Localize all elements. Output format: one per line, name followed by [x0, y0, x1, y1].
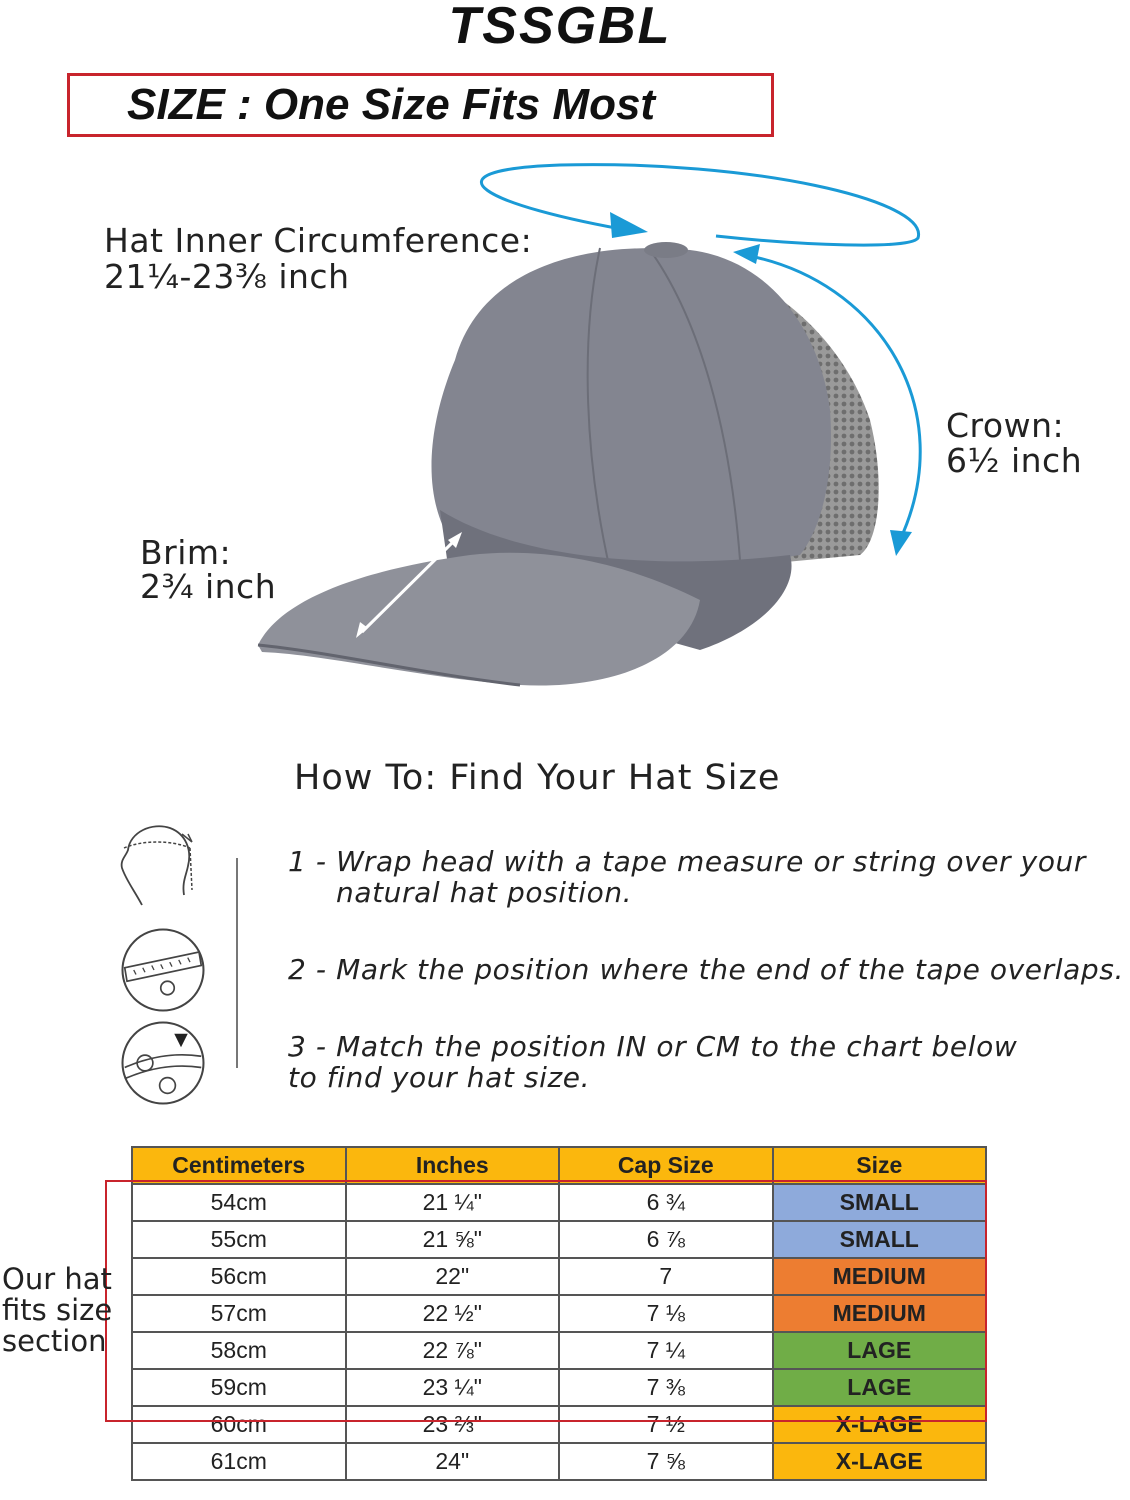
tape-mark-icon [118, 1018, 208, 1108]
cm-cell: 55cm [132, 1221, 346, 1258]
cap-button [644, 242, 688, 258]
circumference-title: Hat Inner Circumference: [104, 221, 533, 260]
inch-cell: 21 ¼" [346, 1184, 560, 1221]
inch-cell: 23 ¼" [346, 1369, 560, 1406]
cap-cell: 7 ¼ [559, 1332, 773, 1369]
step-3-line2: to find your hat size. [288, 1061, 591, 1094]
cm-cell: 61cm [132, 1443, 346, 1480]
cap-cell: 7 ⅝ [559, 1443, 773, 1480]
cap-cell: 6 ⅞ [559, 1221, 773, 1258]
table-row [132, 1332, 986, 1369]
header-size: Size [773, 1147, 987, 1184]
size-cell: X-LAGE [773, 1443, 987, 1480]
fit-note-line3: section [2, 1324, 107, 1358]
step-1-line2: natural hat position. [336, 876, 633, 909]
table-header-row [132, 1147, 986, 1184]
table-row [132, 1184, 986, 1221]
cm-cell: 59cm [132, 1369, 346, 1406]
howto-title: How To: Find Your Hat Size [294, 758, 781, 798]
step-1-line1: 1 - Wrap head with a tape measure or string over your [288, 845, 1087, 878]
size-cell: LAGE [773, 1332, 987, 1369]
size-cell: X-LAGE [773, 1406, 987, 1443]
step-3-line1: 3 - Match the position IN or CM to the chart below [288, 1030, 1018, 1063]
size-chart-table [131, 1146, 987, 1481]
cap-cell: 7 ⅜ [559, 1369, 773, 1406]
cm-cell: 56cm [132, 1258, 346, 1295]
cap-cell: 7 ½ [559, 1406, 773, 1443]
table-row [132, 1295, 986, 1332]
circumference-value: 21¼-23⅜ inch [104, 257, 350, 296]
crown-arrowhead-bottom-icon [890, 530, 912, 556]
inch-cell: 21 ⅝" [346, 1221, 560, 1258]
table-row [132, 1221, 986, 1258]
cm-cell: 57cm [132, 1295, 346, 1332]
brim-value: 2¾ inch [140, 567, 277, 606]
inch-cell: 24" [346, 1443, 560, 1480]
step-2-line1: 2 - Mark the position where the end of the tape overlaps. [288, 953, 1124, 986]
brand-title: TSSGBL [448, 0, 672, 55]
head-measure-icon [112, 820, 202, 910]
cap-cell: 6 ¾ [559, 1184, 773, 1221]
size-banner-text: SIZE : One Size Fits Most [127, 80, 656, 129]
size-cell: SMALL [773, 1221, 987, 1258]
table-row [132, 1443, 986, 1480]
header-centimeters: Centimeters [132, 1147, 346, 1184]
cm-cell: 58cm [132, 1332, 346, 1369]
table-row [132, 1406, 986, 1443]
circumference-arrow [481, 165, 918, 246]
tape-overlap-icon [118, 925, 208, 1015]
size-cell: LAGE [773, 1369, 987, 1406]
fit-note-line1: Our hat [2, 1262, 112, 1296]
cap-cell: 7 ⅛ [559, 1295, 773, 1332]
crown-value: 6½ inch [946, 441, 1083, 480]
cap-cell: 7 [559, 1258, 773, 1295]
header-cap-size: Cap Size [559, 1147, 773, 1184]
size-cell: MEDIUM [773, 1258, 987, 1295]
header-inches: Inches [346, 1147, 560, 1184]
size-cell: SMALL [773, 1184, 987, 1221]
cm-cell: 60cm [132, 1406, 346, 1443]
steps-divider [236, 858, 238, 1068]
inch-cell: 23 ⅔" [346, 1406, 560, 1443]
table-row [132, 1258, 986, 1295]
crown-title: Crown: [946, 406, 1065, 445]
crown-arrowhead-top-icon [733, 244, 760, 264]
inch-cell: 22 ½" [346, 1295, 560, 1332]
inch-cell: 22 ⅞" [346, 1332, 560, 1369]
table-row [132, 1369, 986, 1406]
inch-cell: 22" [346, 1258, 560, 1295]
cm-cell: 54cm [132, 1184, 346, 1221]
cap-crown [431, 248, 830, 568]
fit-note-line2: fits size [2, 1293, 113, 1327]
brim-title: Brim: [140, 533, 232, 572]
circumference-arrowhead-icon [610, 212, 648, 238]
size-cell: MEDIUM [773, 1295, 987, 1332]
fit-note [2, 1264, 112, 1357]
